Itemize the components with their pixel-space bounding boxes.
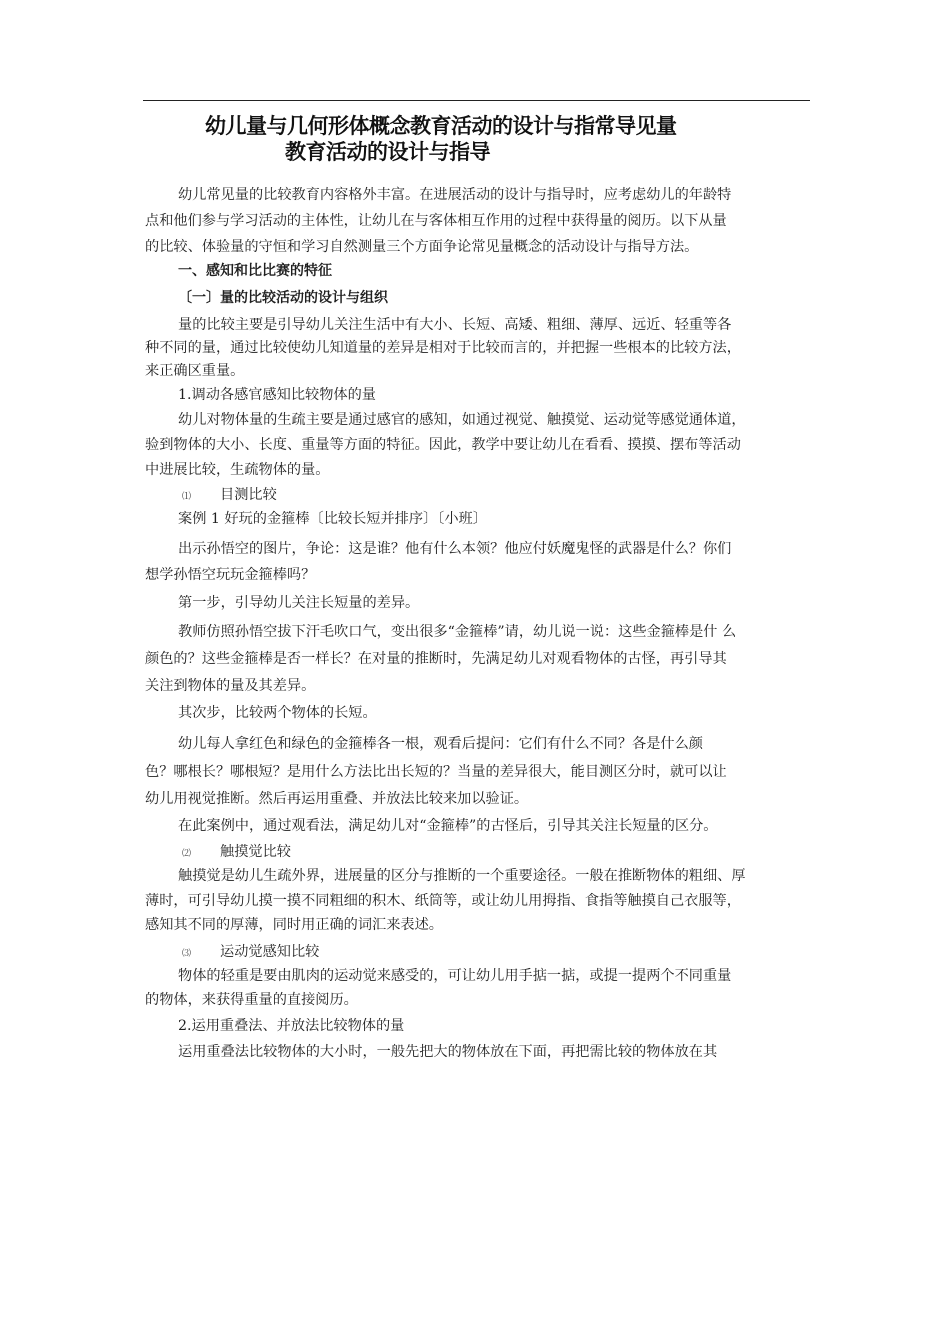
- para5-line3: 关注到物体的量及其差异。: [145, 678, 316, 694]
- document-title-line2: 教育活动的设计与指导: [285, 140, 490, 164]
- subheading-1: 1.调动各感官感知比较物体的量: [178, 387, 376, 403]
- para3-line2: 验到物体的大小、长度、重量等方面的特征。因此，教学中要让幼儿在看看、摸摸、摆布等活动: [145, 437, 741, 453]
- header-rule: [143, 100, 810, 101]
- para5-line2: 颜色的？这些金箍棒是否一样长？在对量的推断时，先满足幼儿对观看物体的古怪，再引导其: [145, 651, 727, 667]
- item1-text: 目测比较: [220, 487, 277, 503]
- item1-number: ⑴: [182, 492, 192, 502]
- para3-line1: 幼儿对物体量的生疏主要是通过感官的感知，如通过视觉、触摸觉、运动觉等感觉通体道，: [178, 412, 746, 428]
- para6-line3: 幼儿用视觉推断。然后再运用重叠、并放法比较来加以验证。: [145, 791, 529, 807]
- heading-section-1: 一、感知和比比赛的特征: [178, 263, 332, 279]
- subheading-2: 2.运用重叠法、并放法比较物体的量: [178, 1018, 405, 1034]
- para6-line1: 幼儿每人拿红色和绿色的金箍棒各一根，观看后提问：它们有什么不同？各是什么颜: [178, 736, 703, 752]
- para2-line1: 量的比较主要是引导幼儿关注生活中有大小、长短、高矮、粗细、薄厚、远近、轻重等各: [178, 317, 732, 333]
- heading-subsection-1: 〔一〕量的比较活动的设计与组织: [178, 290, 388, 306]
- para1-line2: 点和他们参与学习活动的主体性，让幼儿在与客体相互作用的过程中获得量的阅历。以下从量: [145, 213, 727, 229]
- para1-line3: 的比较、体验量的守恒和学习自然测量三个方面争论常见量概念的活动设计与指导方法。: [145, 239, 699, 255]
- para8-line2: 薄时，可引导幼儿摸一摸不同粗细的积木、纸筒等，或让幼儿用拇指、食指等触摸自己衣服等，: [145, 893, 741, 909]
- para4-line1: 出示孙悟空的图片，争论：这是谁？他有什么本领？他应付妖魔鬼怪的武器是什么？你们: [178, 541, 732, 557]
- step2-text: 其次步，比较两个物体的长短。: [178, 705, 377, 721]
- item2-text: 触摸觉比较: [220, 844, 291, 860]
- para10-line1: 运用重叠法比较物体的大小时，一般先把大的物体放在下面，再把需比较的物体放在其: [178, 1044, 718, 1060]
- para8-line3: 感知其不同的厚薄，同时用正确的词汇来表述。: [145, 917, 443, 933]
- para9-line1: 物体的轻重是要由肌肉的运动觉来感受的，可让幼儿用手掂一掂，或提一提两个不同重量: [178, 968, 732, 984]
- para6-line2: 色？哪根长？哪根短？是用什么方法比出长短的？当量的差异很大，能目测区分时，就可以让: [145, 764, 727, 780]
- item3-text: 运动觉感知比较: [220, 944, 320, 960]
- case-title: 案例 1 好玩的金箍棒〔比较长短并排序〕〔小班〕: [178, 511, 487, 527]
- item2-number: ⑵: [182, 849, 192, 859]
- step1-text: 第一步，引导幼儿关注长短量的差异。: [178, 595, 420, 611]
- item3-number: ⑶: [182, 949, 192, 959]
- para7-text: 在此案例中，通过观看法，满足幼儿对“金箍棒”的古怪后，引导其关注长短量的区分。: [178, 818, 718, 834]
- para9-line2: 的物体，来获得重量的直接阅历。: [145, 992, 358, 1008]
- document-title-line1: 幼儿量与几何形体概念教育活动的设计与指常导见量: [205, 114, 677, 138]
- para2-line3: 来正确区重量。: [145, 363, 245, 379]
- para4-line2: 想学孙悟空玩玩金箍棒吗？: [145, 567, 316, 583]
- para3-line3: 中进展比较，生疏物体的量。: [145, 462, 330, 478]
- para5-line1: 教师仿照孙悟空拔下汗毛吹口气，变出很多“金箍棒”请，幼儿说一说：这些金箍棒是什 么: [178, 624, 737, 640]
- para1-line1: 幼儿常见量的比较教育内容格外丰富。在进展活动的设计与指导时，应考虑幼儿的年龄特: [178, 187, 732, 203]
- para2-line2: 种不同的量，通过比较使幼儿知道量的差异是相对于比较而言的，并把握一些根本的比较方法，: [145, 340, 741, 356]
- para8-line1: 触摸觉是幼儿生疏外界，进展量的区分与推断的一个重要途径。一般在推断物体的粗细、厚: [178, 868, 746, 884]
